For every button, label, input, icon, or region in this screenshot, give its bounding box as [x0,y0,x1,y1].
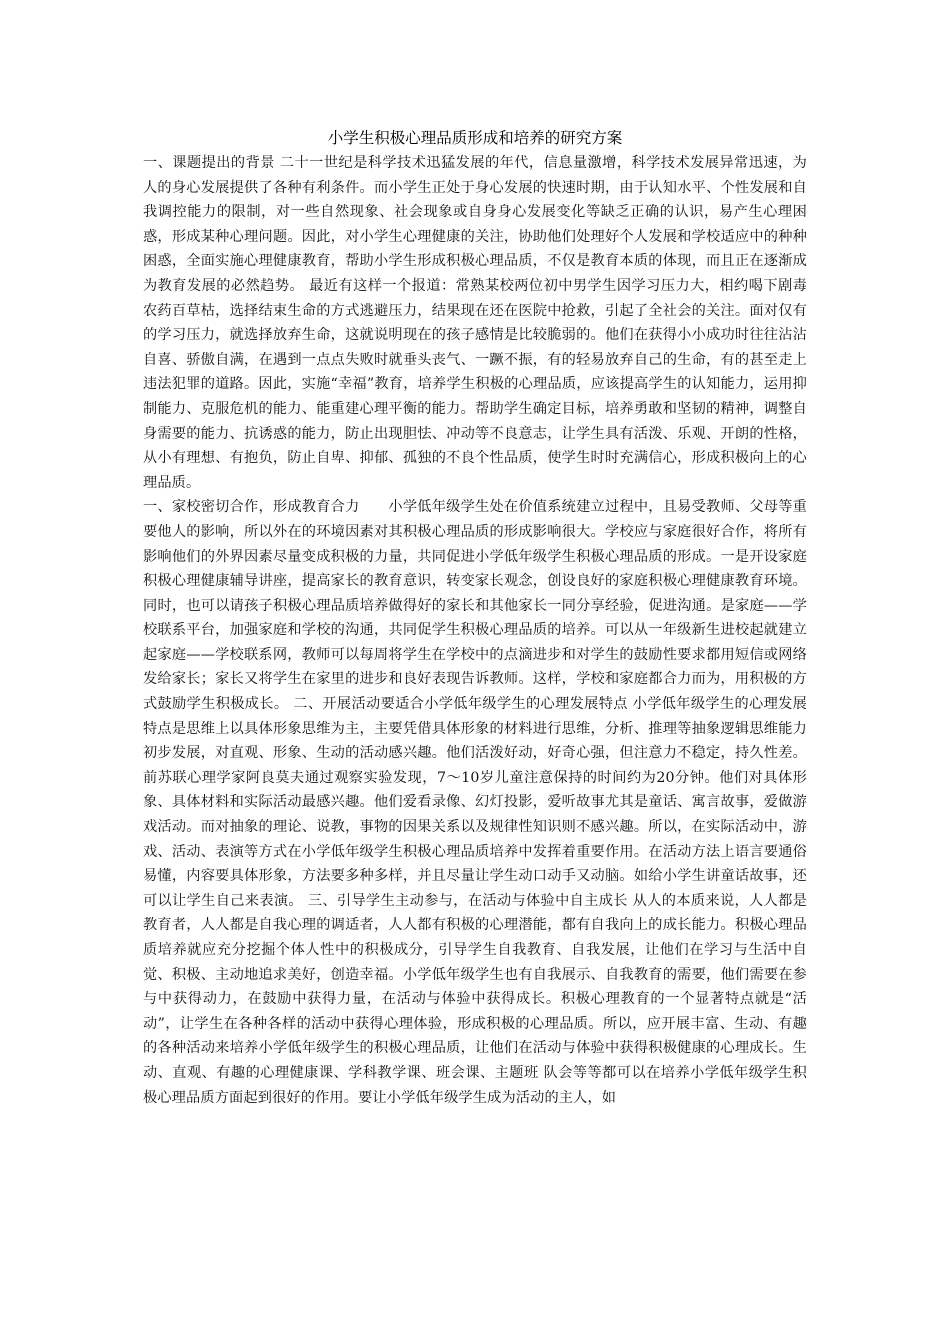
document-body [143,127,807,1110]
measures-paragraph: 一、家校密切合作，形成教育合力 小学低年级学生处在价值系统建立过程中，且易受教师、父母等重要他人的影响，所以外在的环境因素对其积极心理品质的形成影响很大。学校应与家庭很好合作，将所有影响他们的外界因素尽量变成积极的力量，共同促进小学低年级学生积极心理品质的形成。一是开设家庭积极心理健康辅导讲座，提高家长的教育意识，转变家长观念，创设良好的家庭积极心理健康教育环境。同时，也可以请孩子积极心理品质培养做得好的家长和其他家长一同分享经验，促进沟通。是家庭——学校联系平台，加强家庭和学校的沟通，共同促学生积极心理品质的培养。可以从一年级新生进校起就建立起家庭——学校联系网，教师可以每周将学生在学校中的点滴进步和对学生的鼓励性要求都用短信或网络发给家长；家长又将学生在家里的进步和良好表现告诉教师。这样，学校和家庭都合力而为，用积极的方式鼓励学生积极成长。 二、开展活动要适合小学低年级学生的心理发展特点 小学低年级学生的心理发展特点是思维上以具体形象思维为主，主要凭借具体形象的材料进行思维，分析、推理等抽象逻辑思维能力初步发展，对直观、形象、生动的活动感兴趣。他们活泼好动，好奇心强，但注意力不稳定，持久性差。前苏联心理学家阿良莫夫通过观察实验发现，7～10岁儿童注意保持的时间约为20分钟。他们对具体形象、具体材料和实际活动最感兴趣。他们爱看录像、幻灯投影，爱听故事尤其是童话、寓言故事，爱做游戏活动。而对抽象的理论、说教，事物的因果关系以及规律性知识则不感兴趣。所以，在实际活动中，游戏、活动、表演等方式在小学低年级学生积极心理品质培养中发挥着重要作用。在活动方法上语言要通俗易懂，内容要具体形象，方法要多种多样，并且尽量让学生动口动手又动脑。如给小学生讲童话故事，还可以让学生自己来表演。 三、引导学生主动参与，在活动与体验中自主成长 从人的本质来说，人人都是教育者，人人都是自我心理的调适者，人人都有积极的心理潜能，都有自我向上的成长能力。积极心理品质培养就应充分挖掘个体人性中的积极成分，引导学生自我教育、自我发展，让他们在学习与生活中自觉、积极、主动地追求美好，创造幸福。小学低年级学生也有自我展示、自我教育的需要，他们需要在参与中获得动力，在鼓励中获得力量，在活动与体验中获得成长。积极心理教育的一个显著特点就是“活动”，让学生在各种各样的活动中获得心理体验，形成积极的心理品质。所以，应开展丰富、生动、有趣的各种活动来培养小学低年级学生的积极心理品质，让他们在活动与体验中获得积极健康的心理成长。生动、直观、有趣的心理健康课、学科教学课、班会课、主题班 队会等等都可以在培养小学低年级学生积极心理品质方面起到很好的作用。要让小学低年级学生成为活动的主人，如 [143,499,807,1106]
document-title: 小学生积极心理品质形成和培养的研究方案 [327,129,623,147]
background-paragraph: 一、课题提出的背景 二十一世纪是科学技术迅猛发展的年代，信息量激增，科学技术发展异常迅速，为人的身心发展提供了各种有利条件。而小学生正处于身心发展的快速时期，由于认知水平、个性发展和自我调控能力的限制，对一些自然现象、社会现象或自身身心发展变化等缺乏正确的认识，易产生心理困惑，形成某种心理问题。因此，对小学生心理健康的关注，协助他们处理好个人发展和学校适应中的种种困惑，全面实施心理健康教育，帮助小学生形成积极心理品质，不仅是教育本质的体现，而且正在逐渐成为教育发展的必然趋势。 最近有这样一个报道：常熟某校两位初中男学生因学习压力大，相约喝下剧毒农药百草枯，选择结束生命的方式逃避压力，结果现在还在医院中抢救，引起了全社会的关注。面对仅有的学习压力，就选择放弃生命，这就说明现在的孩子感情是比较脆弱的。他们在获得小小成功时往往沾沾自喜、骄傲自满，在遇到一点点失败时就垂头丧气、一蹶不振，有的轻易放弃自己的生命，有的甚至走上违法犯罪的道路。因此，实施“幸福”教育，培养学生积极的心理品质，应该提高学生的认知能力，运用抑制能力、克服危机的能力、能重建心理平衡的能力。帮助学生确定目标，培养勇敢和坚韧的精神，调整自身需要的能力、抗诱惑的能力，防止出现胆怯、冲动等不良意志，让学生具有活泼、乐观、开朗的性格，从小有理想、有抱负，防止自卑、抑郁、孤独的不良个性品质，使学生时时充满信心，形成积极向上的心理品质。 [143,155,807,491]
